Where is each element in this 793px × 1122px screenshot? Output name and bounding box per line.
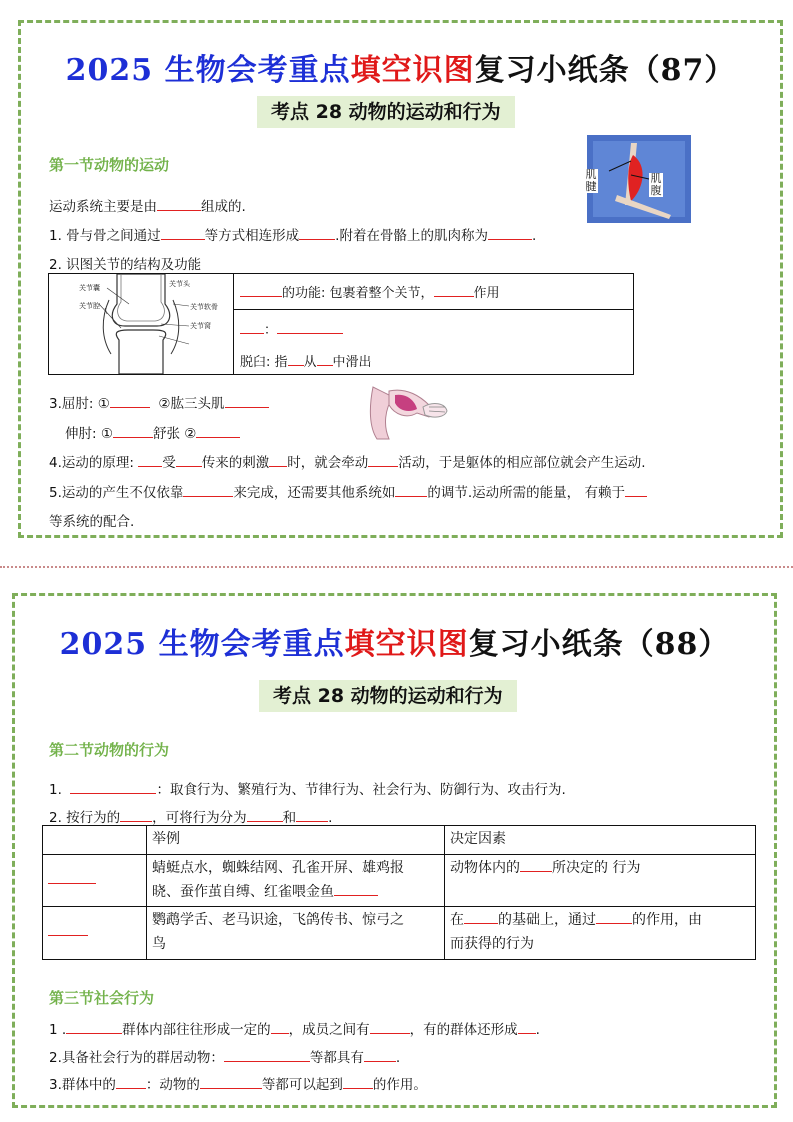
line-question-5: 5.运动的产生不仅依靠 来完成，还需要其他系统如 的调节.运动所需的能量， 有赖于 [49, 481, 647, 501]
elbow-flex-diagram [367, 381, 451, 443]
cell-factor: 在 的基础上，通过 的作用，由 而获得的行为 [445, 907, 756, 960]
blank[interactable] [240, 320, 264, 334]
line-movement-principle: 4.运动的原理: 受 传来的刺激 时，就会牵动 活动，于是躯体的相应部位就会产生运动. [49, 455, 646, 471]
blank[interactable] [368, 453, 398, 467]
table-row [43, 907, 756, 960]
label-muscle-belly: 肌腹 [650, 172, 662, 197]
blank[interactable] [66, 1020, 122, 1034]
blank[interactable] [200, 1075, 262, 1089]
blank[interactable] [434, 283, 474, 297]
joint-diagram-cell [49, 274, 234, 375]
blank[interactable] [157, 197, 201, 211]
line-question-2: 2. 识图关节的结构及功能 [49, 257, 202, 273]
joint-row-capsule: 的功能: 包裹着整个关节， 作用 [234, 274, 634, 310]
header-cell: 决定因素 [445, 826, 756, 855]
elbow-flex-illustration [367, 381, 451, 443]
joint-row-dislocation: 脱臼: 指 从 中滑出 [234, 346, 634, 374]
blank[interactable] [464, 910, 498, 924]
cell-type-blank [43, 907, 147, 960]
line-social-q2: 2.具备社会行为的群居动物： 等都具有 . [49, 1050, 401, 1066]
blank[interactable] [196, 424, 240, 438]
blank[interactable] [247, 808, 283, 822]
cell-examples: 蜻蜓点水，蜘蛛结网、孔雀开屏、雄鸡报 晓、蚕作茧自缚、红雀喂金鱼 [147, 854, 445, 907]
card-title: 2025 生物会考重点填空识图复习小纸条（88） [59, 627, 730, 662]
blank[interactable] [138, 453, 162, 467]
blank[interactable] [48, 922, 88, 936]
page-divider [0, 566, 793, 568]
blank[interactable] [520, 858, 552, 872]
card-subtitle: 考点 28 动物的运动和行为 [259, 680, 517, 712]
card-title: 2025 生物会考重点填空识图复习小纸条（87） [65, 53, 736, 88]
blank[interactable] [488, 226, 532, 240]
line-extend-elbow: 伸肘: ① 舒张 ② [65, 422, 240, 442]
label-joint-cartilage: 关节软骨 [190, 303, 218, 311]
blank[interactable] [271, 1020, 289, 1034]
label-tendon: 肌腱 [585, 168, 597, 193]
section-heading-movement: 第一节动物的运动 [49, 156, 170, 174]
blank[interactable] [395, 483, 427, 497]
blank[interactable] [113, 424, 153, 438]
blank[interactable] [296, 808, 328, 822]
arm-muscle-illustration [587, 135, 691, 223]
header-cell: 举例 [147, 826, 445, 855]
section-heading-behavior: 第二节动物的行为 [49, 741, 170, 759]
line-question-5-cont: 等系统的配合. [49, 514, 135, 530]
blank[interactable] [110, 394, 150, 408]
header-cell [43, 826, 147, 855]
blank[interactable] [625, 483, 647, 497]
blank[interactable] [334, 882, 378, 896]
blank[interactable] [116, 1075, 146, 1089]
blank[interactable] [317, 352, 333, 366]
table-header-row [43, 826, 756, 855]
label-joint-socket: 关节窝 [190, 322, 211, 330]
blank[interactable] [240, 283, 282, 297]
blank[interactable] [224, 1048, 310, 1062]
line-behavior-q2: 2. 按行为的 ，可将行为分为 和 . [49, 810, 333, 826]
arm-muscle-diagram [587, 135, 691, 223]
label-joint-head: 关节头 [169, 280, 190, 288]
blank[interactable] [299, 226, 335, 240]
blank[interactable] [370, 1020, 410, 1034]
blank[interactable] [277, 320, 343, 334]
blank[interactable] [161, 226, 205, 240]
joint-structure-table [48, 273, 634, 375]
blank[interactable] [596, 910, 632, 924]
blank[interactable] [48, 870, 96, 884]
joint-row-blank: ： [234, 310, 634, 346]
cell-type-blank [43, 854, 147, 907]
line-social-q1: 1 . 群体内部往往形成一定的 ，成员之间有 ，有的群体还形成 . [49, 1022, 540, 1038]
blank[interactable] [518, 1020, 536, 1034]
blank[interactable] [120, 808, 152, 822]
blank[interactable] [269, 453, 287, 467]
section-heading-social-behavior: 第三节社会行为 [49, 989, 155, 1007]
line-question-1: 1. 骨与骨之间通过 等方式相连形成 .附着在骨骼上的肌肉称为 . [49, 228, 537, 244]
table-row [43, 854, 756, 907]
behavior-type-table [42, 825, 756, 960]
review-card-87 [18, 20, 783, 538]
label-joint-cavity: 关节腔 [79, 302, 100, 310]
card-subtitle: 考点 28 动物的运动和行为 [257, 96, 515, 128]
cell-factor: 动物体内的 所决定的 行为 [445, 854, 756, 907]
line-flex-elbow: 3.屈肘: ① ②肱三头肌 [49, 392, 269, 412]
blank[interactable] [225, 394, 269, 408]
line-behavior-q1: 1. ：取食行为、繁殖行为、节律行为、社会行为、防御行为、攻击行为. [49, 782, 566, 798]
blank[interactable] [343, 1075, 373, 1089]
blank[interactable] [364, 1048, 396, 1062]
line-social-q3: 3.群体中的 ：动物的 等都可以起到 的作用。 [49, 1077, 427, 1093]
review-card-88 [12, 593, 777, 1108]
blank[interactable] [183, 483, 233, 497]
label-joint-capsule: 关节囊 [79, 284, 100, 292]
blank[interactable] [288, 352, 304, 366]
blank[interactable] [176, 453, 202, 467]
line-motor-system: 运动系统主要是由 组成的. [49, 199, 246, 215]
blank[interactable] [70, 780, 156, 794]
cell-examples: 鹦鹉学舌、老马识途，飞鸽传书、惊弓之 鸟 [147, 907, 445, 960]
